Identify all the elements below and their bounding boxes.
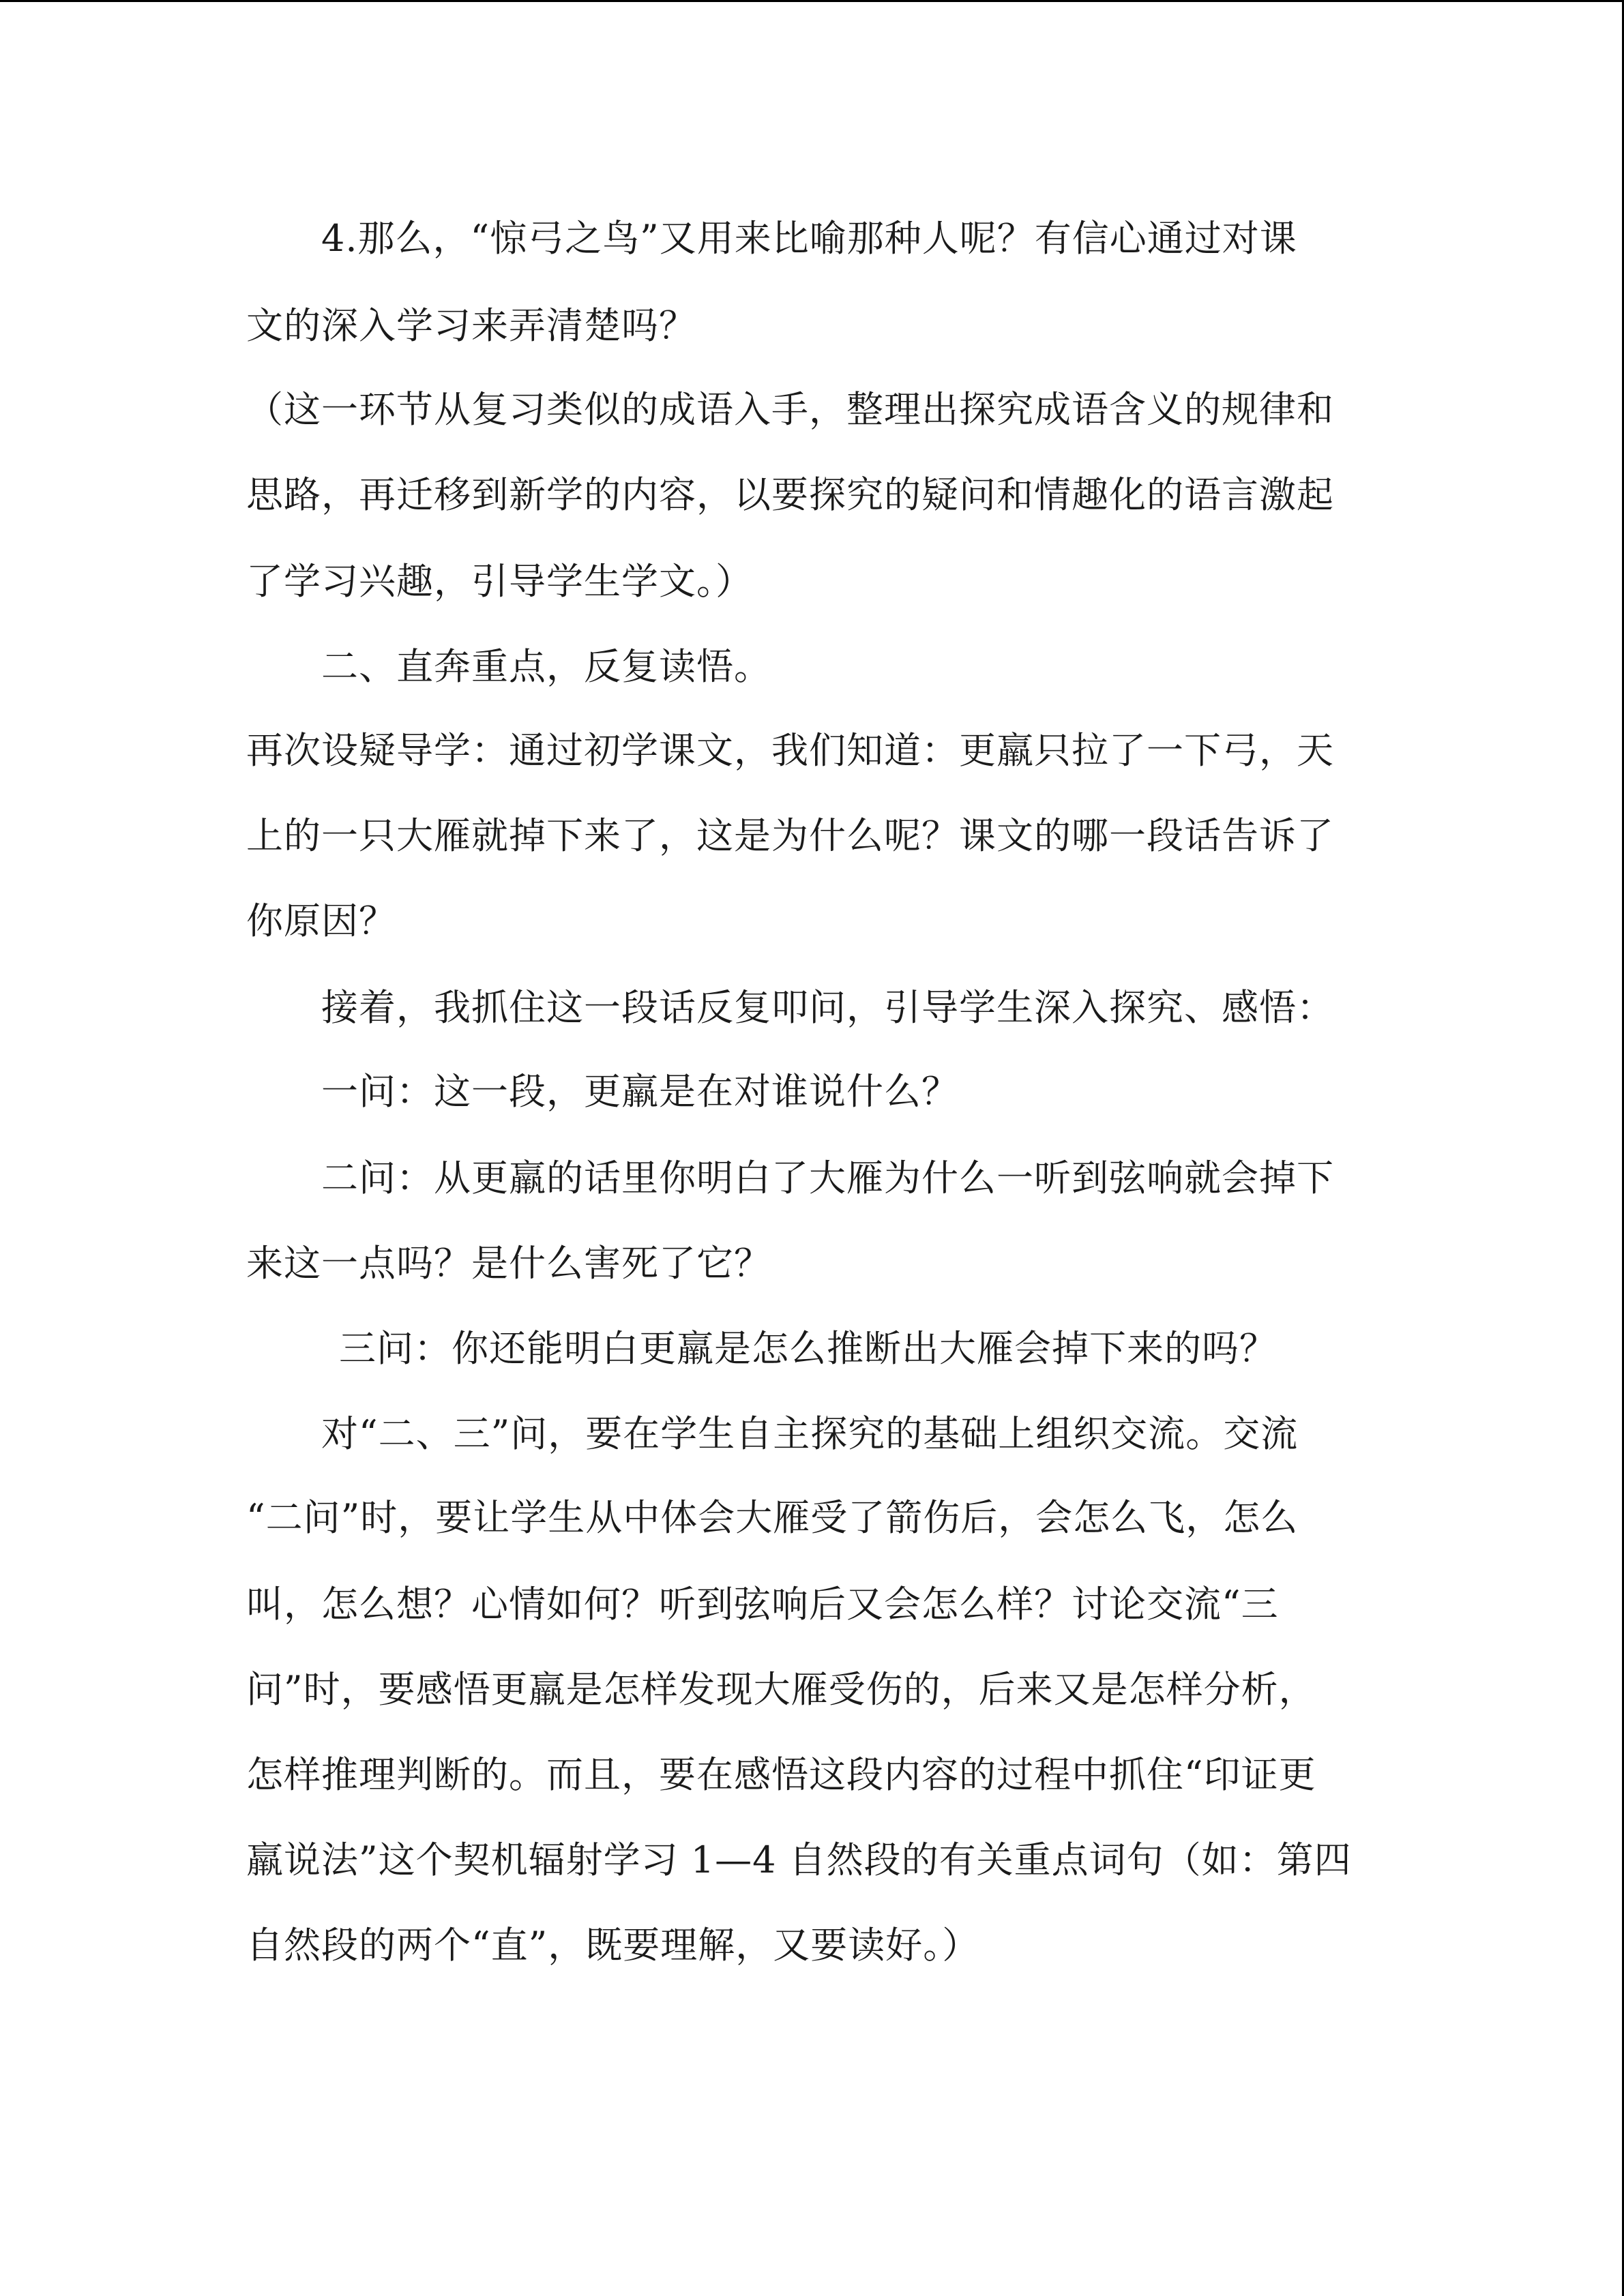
paragraph-line: （这一环节从复习类似的成语入手，整理出探究成语含义的规律和 xyxy=(246,388,1334,431)
paragraph-line: 接着，我抓住这一段话反复叩问，引导学生深入探究、感悟： xyxy=(321,986,1334,1029)
paragraph-line: 问”时，要感悟更羸是怎样发现大雁受伤的，后来又是怎样分析， xyxy=(246,1668,1316,1711)
paragraph-line: “二问”时，要让学生从中体会大雁受了箭伤后，会怎么飞，怎么 xyxy=(246,1496,1299,1539)
paragraph-line: 三问：你还能明白更羸是怎么推断出大雁会掉下来的吗？ xyxy=(339,1327,1277,1370)
paragraph-line: 一问：这一段，更羸是在对谁说什么？ xyxy=(321,1070,959,1113)
paragraph-line: 了学习兴趣，引导学生学文。） xyxy=(246,560,753,603)
paragraph-line: 4.那么，“惊弓之鸟”又用来比喻那种人呢？有信心通过对课 xyxy=(321,217,1297,260)
paragraph-line: 对“二、三”问，要在学生自主探究的基础上组织交流。交流 xyxy=(321,1412,1299,1455)
paragraph-line: 再次设疑导学：通过初学课文，我们知道：更羸只拉了一下弓，天 xyxy=(246,729,1334,772)
paragraph-line: 上的一只大雁就掉下来了，这是为什么呢？课文的哪一段话告诉了 xyxy=(246,814,1334,857)
paragraph-line: 羸说法”这个契机辐射学习 1—4 自然段的有关重点词句（如：第四 xyxy=(246,1838,1352,1881)
paragraph-line: 怎样推理判断的。而且，要在感悟这段内容的过程中抓住“印证更 xyxy=(246,1753,1316,1796)
paragraph-line: 文的深入学习来弄清楚吗？ xyxy=(246,304,696,347)
section-heading: 二、直奔重点，反复读悟。 xyxy=(321,645,771,688)
paragraph-line: 叫，怎么想？心情如何？听到弦响后又会怎么样？讨论交流“三 xyxy=(246,1583,1279,1626)
paragraph-line: 思路，再迁移到新学的内容，以要探究的疑问和情趣化的语言激起 xyxy=(246,473,1334,516)
paragraph-line: 二问：从更羸的话里你明白了大雁为什么一听到弦响就会掉下 xyxy=(321,1157,1334,1199)
paragraph-line: 你原因？ xyxy=(246,899,396,942)
paragraph-line: 自然段的两个“直”，既要理解，又要读好。） xyxy=(246,1924,980,1967)
paragraph-line: 来这一点吗？是什么害死了它？ xyxy=(246,1242,771,1285)
